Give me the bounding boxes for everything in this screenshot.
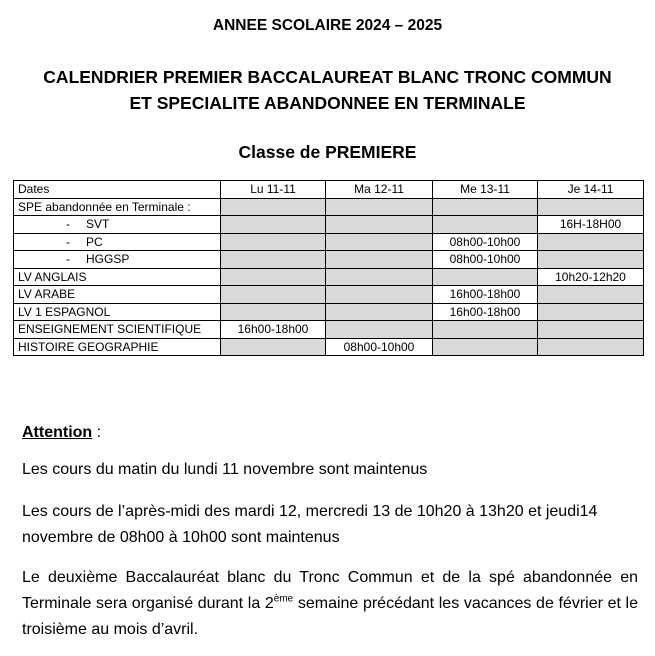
empty-cell [538,198,644,216]
empty-cell [326,251,433,269]
empty-cell [433,216,538,234]
empty-cell [221,233,326,251]
attention-colon: : [92,424,102,441]
list-dash: - [66,234,70,249]
empty-cell [221,216,326,234]
empty-cell [221,268,326,286]
exam-slot-cell: 16h00-18h00 [433,303,538,321]
exam-calendar-table [13,180,644,356]
table-row [14,321,644,339]
row-label: SPE abandonnée en Terminale : [14,198,221,216]
empty-cell [433,198,538,216]
exam-slot-cell: 08h00-10h00 [326,338,433,356]
row-label: LV ARABE [14,286,221,304]
empty-cell [326,216,433,234]
title-line-2: ET SPECIALITE ABANDONNEE EN TERMINALE [129,93,526,113]
note-paragraph-3-tail: semaine précédant les vacances de février et le troisième au mois d’avril. [22,595,638,638]
attention-label: Attention [22,424,93,441]
empty-cell [433,338,538,356]
row-label-text: HGGSP [86,252,130,267]
school-year-heading: ANNEE SCOLAIRE 2024 – 2025 [212,17,443,34]
header-day: Lu 11-11 [221,181,326,199]
note-paragraph-3 [22,565,638,643]
attention-line [22,420,101,446]
empty-cell [538,321,644,339]
table-row [14,268,644,286]
exam-slot-cell: 10h20-12h20 [538,268,644,286]
row-label [14,251,221,269]
ordinal-superscript: ème [273,593,294,605]
empty-cell [538,338,644,356]
list-dash: - [66,217,70,232]
exam-slot-cell: 16h00-18h00 [433,286,538,304]
exam-slot-cell: 08h00-10h00 [433,251,538,269]
empty-cell [326,286,433,304]
row-label [14,216,221,234]
table-row [14,338,644,356]
header-day: Ma 12-11 [326,181,433,199]
empty-cell [221,303,326,321]
note-paragraph-1: Les cours du matin du lundi 11 novembre sont maintenus [22,461,428,478]
exam-slot-cell: 08h00-10h00 [433,233,538,251]
table-row [14,198,644,216]
row-label: LV ANGLAIS [14,268,221,286]
table-row [14,216,644,234]
note-paragraph-3-text: Le deuxième Baccalauréat blanc du Tronc Commun et de la spé abandonnée en Terminale sera organisé durant la 2 [22,569,638,612]
header-day: Me 13-11 [433,181,538,199]
row-label-text: PC [86,234,103,249]
title-line-1: CALENDRIER PREMIER BACCALAUREAT BLANC TRONC COMMUN [43,67,612,87]
empty-cell [221,286,326,304]
exam-slot-cell: 16H-18H00 [538,216,644,234]
exam-slot-cell: 16h00-18h00 [221,321,326,339]
empty-cell [433,321,538,339]
empty-cell [221,251,326,269]
empty-cell [326,268,433,286]
class-heading: Classe de PREMIERE [238,142,417,162]
table-row [14,303,644,321]
empty-cell [326,233,433,251]
table-header-row [14,181,644,199]
table-row [14,251,644,269]
empty-cell [538,251,644,269]
list-dash: - [66,252,70,267]
empty-cell [326,303,433,321]
row-label: ENSEIGNEMENT SCIENTIFIQUE [14,321,221,339]
table-row [14,286,644,304]
empty-cell [538,233,644,251]
row-label-text: SVT [86,217,110,232]
header-dates: Dates [14,181,221,199]
empty-cell [221,198,326,216]
row-label: HISTOIRE GEOGRAPHIE [14,338,221,356]
row-label [14,233,221,251]
note-paragraph-2: Les cours de l’après-midi des mardi 12, mercredi 13 de 10h20 à 13h20 et jeudi14 novembre de 08h00 à 10h00 sont maintenus [22,503,598,546]
empty-cell [326,198,433,216]
empty-cell [538,303,644,321]
table-row [14,233,644,251]
header-day: Je 14-11 [538,181,644,199]
empty-cell [433,268,538,286]
empty-cell [538,286,644,304]
row-label: LV 1 ESPAGNOL [14,303,221,321]
empty-cell [221,338,326,356]
empty-cell [326,321,433,339]
